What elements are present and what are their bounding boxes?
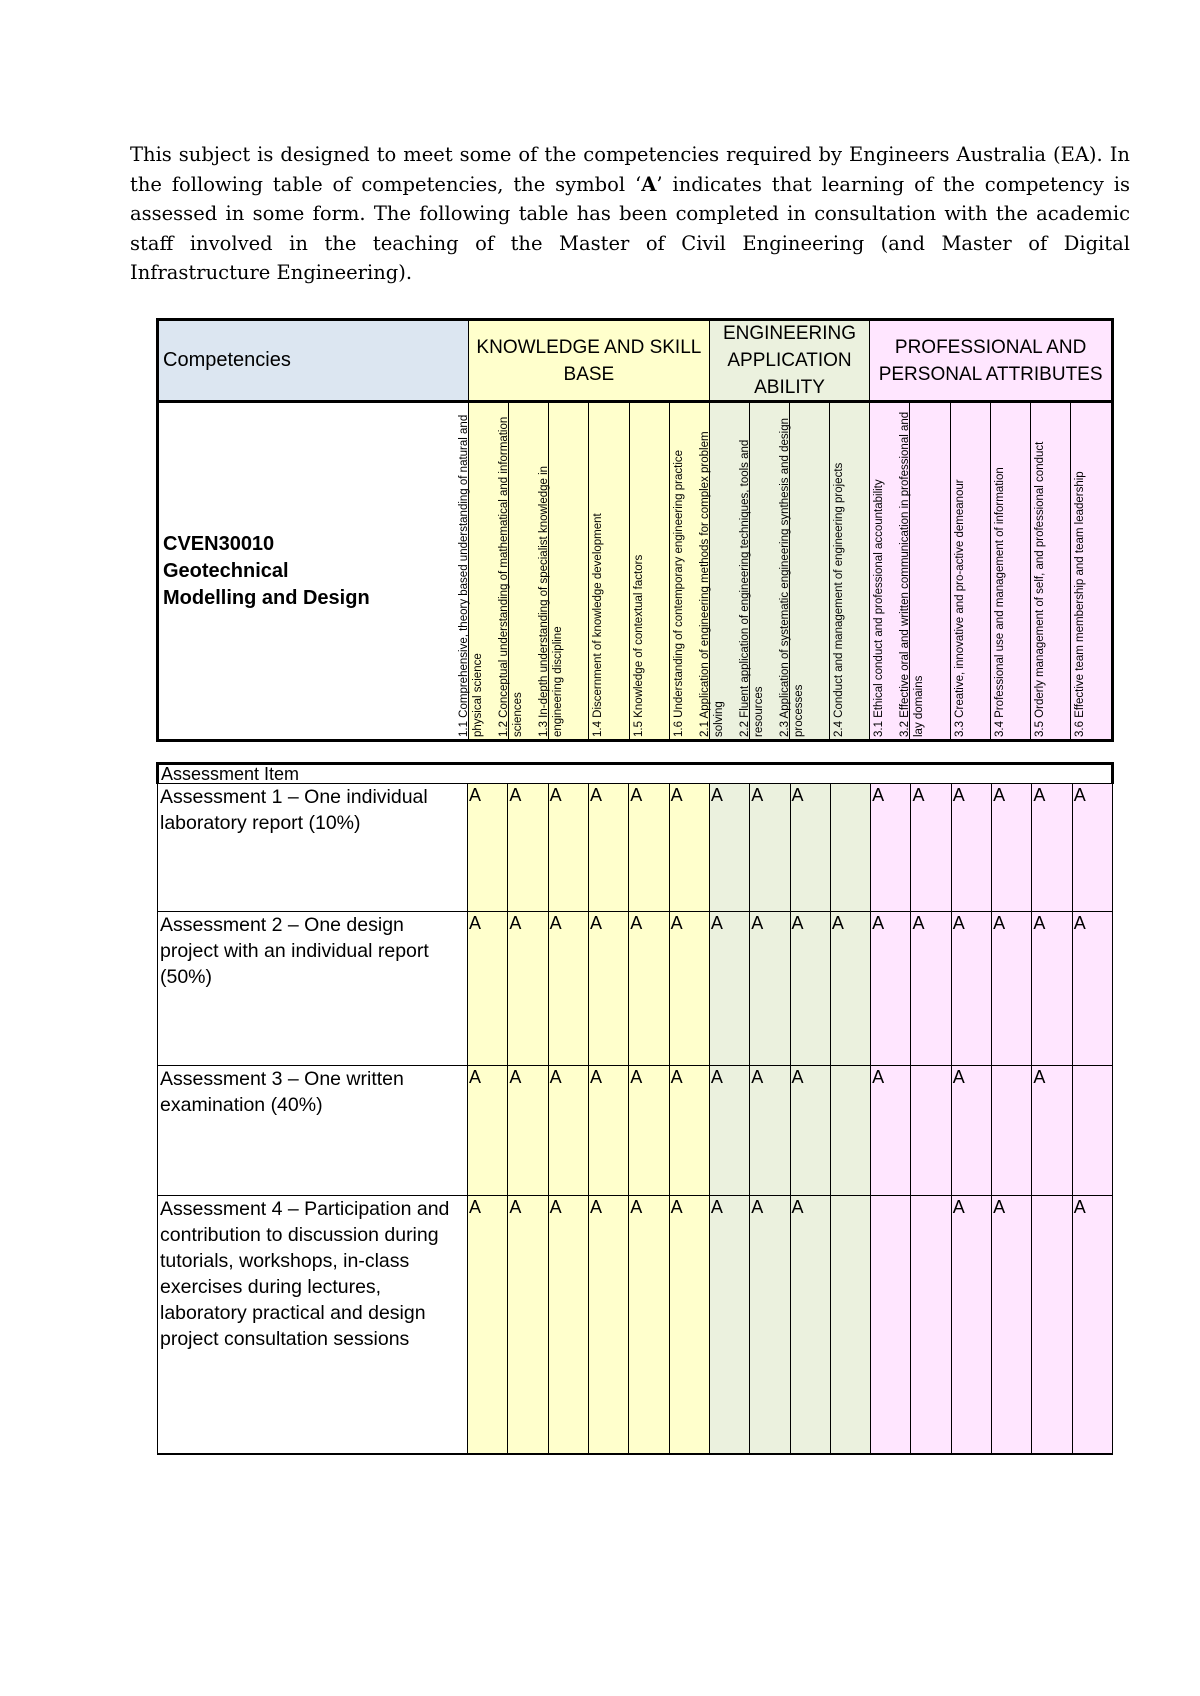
assessment-mark: A bbox=[1032, 912, 1072, 1066]
assessment-title-row bbox=[158, 764, 1113, 784]
assessment-mark: A bbox=[548, 1196, 588, 1454]
assessment-mark: A bbox=[992, 912, 1032, 1066]
competency-header-14 bbox=[991, 403, 1031, 739]
competency-header-15 bbox=[1031, 403, 1071, 739]
assessment-mark: A bbox=[750, 912, 790, 1066]
competency-label: 1.2 Conceptual understanding of mathematical and information sciences bbox=[498, 416, 525, 737]
assessment-mark: A bbox=[588, 1196, 628, 1454]
assessment-mark: A bbox=[508, 912, 548, 1066]
competencies-table bbox=[156, 318, 1114, 742]
assessment-row-4 bbox=[158, 1196, 1113, 1454]
assessment-mark: A bbox=[790, 1066, 830, 1196]
assessment-mark: A bbox=[871, 784, 911, 912]
competency-label: 3.5 Orderly management of self, and professional conduct bbox=[1033, 441, 1046, 737]
assessment-mark: A bbox=[468, 912, 508, 1066]
assessment-mark: A bbox=[548, 1066, 588, 1196]
competency-header-16 bbox=[1071, 403, 1111, 739]
assessment-mark: A bbox=[669, 1066, 709, 1196]
intro-paragraph bbox=[130, 140, 1130, 288]
assessment-mark: A bbox=[790, 912, 830, 1066]
assessment-mark bbox=[1032, 1196, 1072, 1454]
competency-label: 1.6 Understanding of contemporary engineering practice bbox=[672, 449, 685, 737]
assessment-mark: A bbox=[871, 1066, 911, 1196]
assessment-title: Assessment Item bbox=[158, 764, 1113, 784]
assessment-mark: A bbox=[790, 1196, 830, 1454]
assessment-mark: A bbox=[1072, 1196, 1112, 1454]
assessment-label: Assessment 3 – One written examination (40%) bbox=[158, 1066, 468, 1196]
assessment-mark: A bbox=[951, 1066, 991, 1196]
intro-symbol: A bbox=[641, 172, 657, 196]
assessment-mark: A bbox=[669, 784, 709, 912]
competency-label: 3.6 Effective team membership and team leadership bbox=[1073, 471, 1086, 737]
assessment-mark: A bbox=[951, 1196, 991, 1454]
assessment-mark: A bbox=[992, 784, 1032, 912]
assessment-row-2 bbox=[158, 912, 1113, 1066]
assessment-mark: A bbox=[1032, 784, 1072, 912]
assessment-table bbox=[156, 762, 1114, 1455]
professional-group-header: PROFESSIONAL AND PERSONAL ATTRIBUTES bbox=[870, 321, 1111, 403]
assessment-mark: A bbox=[750, 1196, 790, 1454]
assessment-mark: A bbox=[588, 912, 628, 1066]
assessment-mark bbox=[911, 1066, 951, 1196]
assessment-mark: A bbox=[669, 1196, 709, 1454]
assessment-mark: A bbox=[709, 1196, 749, 1454]
assessment-mark: A bbox=[588, 1066, 628, 1196]
assessment-mark: A bbox=[669, 912, 709, 1066]
competency-label: 3.3 Creative, innovative and pro-active demeanour bbox=[953, 479, 966, 737]
assessment-label: Assessment 2 – One design project with an individual report (50%) bbox=[158, 912, 468, 1066]
competency-label: 2.1 Application of engineering methods for complex problem solving bbox=[698, 431, 725, 737]
assessment-mark: A bbox=[468, 1066, 508, 1196]
assessment-mark: A bbox=[548, 912, 588, 1066]
assessment-mark: A bbox=[468, 784, 508, 912]
assessment-mark bbox=[992, 1066, 1032, 1196]
assessment-mark: A bbox=[709, 784, 749, 912]
engineering-group-header: ENGINEERING APPLICATION ABILITY bbox=[710, 321, 871, 403]
assessment-mark: A bbox=[508, 1066, 548, 1196]
assessment-mark: A bbox=[911, 784, 951, 912]
competency-label: 2.3 Application of systematic engineering synthesis and design processes bbox=[779, 417, 805, 737]
assessment-mark: A bbox=[790, 784, 830, 912]
assessment-mark: A bbox=[1072, 784, 1112, 912]
assessment-mark bbox=[1072, 1066, 1112, 1196]
competency-header-12 bbox=[899, 403, 950, 739]
competency-label: 1.1 Comprehensive, theory based understanding of natural and physical science bbox=[458, 414, 484, 737]
assessment-mark: A bbox=[951, 784, 991, 912]
assessment-mark: A bbox=[709, 1066, 749, 1196]
subject-title bbox=[159, 403, 469, 739]
assessment-mark: A bbox=[911, 912, 951, 1066]
competency-label: 1.5 Knowledge of contextual factors bbox=[632, 554, 645, 737]
assessment-mark: A bbox=[750, 784, 790, 912]
competency-label: 2.4 Conduct and management of engineering projects bbox=[833, 462, 846, 737]
competency-header-4 bbox=[589, 403, 629, 739]
assessment-mark bbox=[830, 1196, 870, 1454]
competencies-header: Competencies bbox=[159, 321, 469, 403]
competency-label: 3.2 Effective oral and written communication in professional and lay domains bbox=[899, 411, 926, 737]
assessment-mark: A bbox=[951, 912, 991, 1066]
assessment-mark: A bbox=[830, 912, 870, 1066]
assessment-mark: A bbox=[1032, 1066, 1072, 1196]
assessment-mark: A bbox=[508, 1196, 548, 1454]
assessment-mark: A bbox=[629, 1196, 669, 1454]
assessment-mark: A bbox=[588, 784, 628, 912]
competency-header-3 bbox=[538, 403, 589, 739]
subject-name-line1: Geotechnical bbox=[163, 559, 289, 582]
assessment-row-3 bbox=[158, 1066, 1113, 1196]
assessment-mark: A bbox=[629, 1066, 669, 1196]
competency-label: 1.3 In-depth understanding of specialist knowledge in engineering discipline bbox=[538, 465, 565, 737]
assessment-label: Assessment 4 – Participation and contribution to discussion during tutorials, workshops, in-class exercises during lectures, laboratory practical and design project consultation sessions bbox=[158, 1196, 468, 1454]
competency-label: 3.4 Professional use and management of information bbox=[993, 467, 1006, 737]
knowledge-group-header: KNOWLEDGE AND SKILL BASE bbox=[469, 321, 710, 403]
subject-code: CVEN30010 bbox=[163, 532, 275, 555]
competency-header-13 bbox=[951, 403, 991, 739]
assessment-mark: A bbox=[750, 1066, 790, 1196]
assessment-mark: A bbox=[871, 912, 911, 1066]
intro-text-1: This subject is designed to meet some of the competencies required by Engineers Australia (EA). In the following table of competencies, the symbol ‘ bbox=[130, 143, 1130, 196]
competency-label: 1.4 Discernment of knowledge development bbox=[592, 513, 605, 737]
assessment-mark bbox=[911, 1196, 951, 1454]
competency-label: 3.1 Ethical conduct and professional accountability bbox=[873, 479, 886, 737]
assessment-mark bbox=[871, 1196, 911, 1454]
assessment-mark: A bbox=[1072, 912, 1112, 1066]
assessment-mark: A bbox=[629, 784, 669, 912]
competency-header-9 bbox=[779, 403, 830, 739]
assessment-mark: A bbox=[468, 1196, 508, 1454]
intro-text-2: ’ indicates that learning of the competency is assessed in some form. The following table has been completed in consultation with the academic staff involved in the teaching of the Master of Civil Engineering (and Master of Digital Infrastructure Engineering). bbox=[130, 172, 1131, 284]
assessment-label: Assessment 1 – One individual laboratory report (10%) bbox=[158, 784, 468, 912]
competency-header-5 bbox=[630, 403, 670, 739]
assessment-row-1 bbox=[158, 784, 1113, 912]
assessment-mark: A bbox=[508, 784, 548, 912]
subject-name-line2: Modelling and Design bbox=[163, 586, 370, 609]
assessment-mark: A bbox=[992, 1196, 1032, 1454]
competency-label: 2.2 Fluent application of engineering techniques, tools and resources bbox=[738, 439, 765, 737]
assessment-mark: A bbox=[709, 912, 749, 1066]
assessment-mark: A bbox=[548, 784, 588, 912]
competency-header-10 bbox=[830, 403, 870, 739]
assessment-mark bbox=[830, 1066, 870, 1196]
assessment-mark: A bbox=[629, 912, 669, 1066]
assessment-mark bbox=[830, 784, 870, 912]
